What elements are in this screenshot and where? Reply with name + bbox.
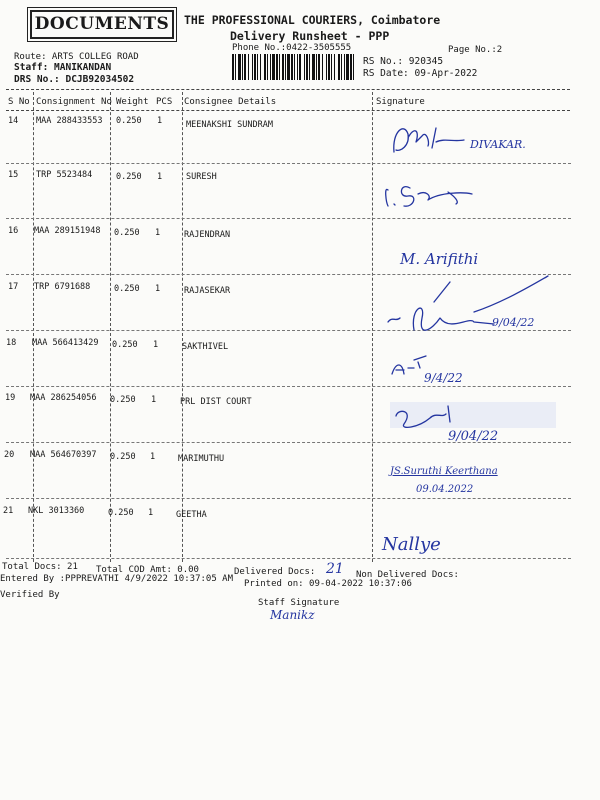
company-name: THE PROFESSIONAL COURIERS, Coimbatore: [184, 13, 441, 27]
entered-by: Entered By :PPPREVATHI 4/9/2022 10:37:05 AM: [0, 574, 233, 584]
cell-sno: 17: [8, 282, 19, 292]
cell-weight: 0.250: [112, 340, 138, 350]
staff-signature-label: Staff Signature: [258, 598, 340, 608]
cell-pcs: 1: [155, 228, 161, 238]
col-header-consignment: Consignment No: [36, 97, 112, 107]
delivered-docs-label: Delivered Docs:: [234, 567, 316, 577]
cell-consignee: RAJASEKAR: [184, 286, 231, 296]
signature-row-15: [386, 187, 472, 207]
cell-consignee: MARIMUTHU: [178, 454, 225, 464]
signature-row-14: [394, 128, 526, 152]
rs-number: RS No.: 920345: [363, 56, 444, 67]
staff-signature: Manikz: [270, 608, 315, 622]
cell-sno: 21: [3, 506, 14, 516]
col-header-sno: S No: [8, 97, 30, 107]
barcode-bar: [344, 54, 345, 80]
cell-pcs: 1: [150, 452, 156, 462]
barcode-bar: [264, 54, 266, 80]
delivered-docs-value: 21: [326, 561, 344, 577]
verified-by: Verified By: [0, 590, 60, 600]
barcode-bar: [334, 54, 335, 80]
cell-sno: 20: [4, 450, 15, 460]
barcode-bar: [312, 54, 315, 80]
total-cod: Total COD Amt: 0.00: [96, 565, 199, 575]
barcode-bar: [316, 54, 317, 80]
non-delivered-docs: Non Delivered Docs:: [356, 570, 459, 580]
cell-consignment: TRP 6791688: [34, 282, 91, 292]
cell-consignment: MAA 286254056: [30, 393, 97, 403]
cell-consignment: MAA 289151948: [34, 226, 101, 236]
signature-text: Nallye: [382, 534, 441, 555]
cell-weight: 0.250: [110, 452, 136, 462]
signature-row-21: [381, 534, 441, 555]
cell-consignment: NKL 3013360: [28, 506, 85, 516]
barcode-bar: [276, 54, 278, 80]
barcode-bar: [244, 54, 246, 80]
barcode-bar: [341, 54, 342, 80]
barcode-bar: [282, 54, 284, 80]
barcode-bar: [294, 54, 295, 80]
printed-on: Printed on: 09-04-2022 10:37:06: [244, 579, 412, 589]
barcode-bar: [346, 54, 349, 80]
signature-text: 9/04/22: [492, 316, 535, 329]
signature-row-17: [388, 276, 548, 330]
cell-consignee: RAJENDRAN: [184, 230, 231, 240]
barcode-bar: [353, 54, 354, 80]
col-header-signature: Signature: [376, 97, 425, 107]
barcode-bar: [270, 54, 271, 80]
cell-sno: 15: [8, 170, 19, 180]
barcode-bar: [235, 54, 236, 80]
col-header-weight: Weight: [116, 97, 149, 107]
cell-weight: 0.250: [108, 508, 134, 518]
barcode-bar: [331, 54, 332, 80]
cell-weight: 0.250: [114, 284, 140, 294]
barcode-bar: [328, 54, 330, 80]
signature-text: 9/04/22: [448, 429, 499, 444]
barcode-bar: [279, 54, 280, 80]
barcode-bar: [252, 54, 253, 80]
cell-weight: 0.250: [116, 116, 142, 126]
cell-consignment: MAA 288433553: [36, 116, 103, 126]
table-top-rule: [6, 89, 570, 90]
barcode-bar: [306, 54, 308, 80]
cell-weight: 0.250: [114, 228, 140, 238]
barcode-image: [232, 54, 354, 80]
cell-pcs: 1: [151, 395, 157, 405]
route: Route: ARTS COLLEG ROAD: [14, 52, 139, 62]
barcode-bar: [309, 54, 310, 80]
staff: Staff: MANIKANDAN: [14, 62, 112, 73]
col-header-pcs: PCS: [156, 97, 173, 107]
cell-sno: 14: [8, 116, 19, 126]
barcode-bar: [232, 54, 234, 80]
barcode-bar: [291, 54, 293, 80]
barcode-bar: [287, 54, 290, 80]
cell-consignee: MEENAKSHI SUNDRAM: [186, 120, 273, 130]
signatures-area: [374, 112, 574, 562]
cell-sno: 19: [5, 393, 16, 403]
signature-row-16: [399, 250, 478, 268]
barcode-bar: [267, 54, 268, 80]
page-number: Page No.:2: [448, 45, 503, 55]
signature-row-18: [392, 356, 463, 385]
barcode-bar: [248, 54, 249, 80]
total-docs: Total Docs: 21: [2, 562, 78, 572]
cell-pcs: 1: [155, 284, 161, 294]
cell-consignee: SAKTHIVEL: [182, 342, 229, 352]
runsheet-title: Delivery Runsheet - PPP: [230, 29, 390, 43]
cell-pcs: 1: [148, 508, 154, 518]
barcode-bar: [326, 54, 327, 80]
barcode-bar: [350, 54, 352, 80]
cell-sno: 16: [8, 226, 19, 236]
barcode-bar: [338, 54, 340, 80]
barcode-bar: [304, 54, 305, 80]
drs-number: DRS No.: DCJB92034502: [14, 74, 135, 85]
cell-consignee: PRL DIST COURT: [180, 397, 252, 407]
barcode-bar: [285, 54, 286, 80]
barcode-bar: [318, 54, 320, 80]
barcode-bar: [272, 54, 275, 80]
barcode-bar: [238, 54, 241, 80]
cell-pcs: 1: [157, 116, 163, 126]
signature-text: 9/4/22: [424, 371, 463, 385]
cell-pcs: 1: [157, 172, 163, 182]
cell-consignee: GEETHA: [176, 510, 207, 520]
table-header-rule: [6, 110, 570, 111]
cell-consignment: MAA 566413429: [32, 338, 99, 348]
phone-number: Phone No.:0422-3505555: [232, 43, 352, 53]
cell-weight: 0.250: [116, 172, 142, 182]
cell-pcs: 1: [153, 340, 159, 350]
cell-consignment: TRP 5523484: [36, 170, 93, 180]
barcode-bar: [242, 54, 243, 80]
barcode-bar: [322, 54, 323, 80]
signature-text: M. Arifithi: [400, 250, 479, 268]
col-header-consignee: Consignee Details: [184, 97, 277, 107]
cell-weight: 0.250: [110, 395, 136, 405]
rs-date: RS Date: 09-Apr-2022: [363, 68, 478, 79]
signature-row-19: [390, 402, 556, 444]
signature-row-20: [388, 466, 498, 495]
barcode-bar: [257, 54, 258, 80]
barcode-bar: [299, 54, 301, 80]
barcode-bar: [297, 54, 298, 80]
cell-consignee: SURESH: [186, 172, 217, 182]
cell-consignment: MAA 564670397: [30, 450, 97, 460]
barcode-bar: [254, 54, 256, 80]
cell-sno: 18: [6, 338, 17, 348]
signature-text: DIVAKAR.: [470, 138, 526, 151]
signature-date: 09.04.2022: [416, 484, 474, 495]
signature-text: JS.Suruthi Keerthana: [390, 466, 498, 477]
barcode-bar: [260, 54, 261, 80]
documents-stamp: DOCUMENTS: [30, 10, 174, 39]
